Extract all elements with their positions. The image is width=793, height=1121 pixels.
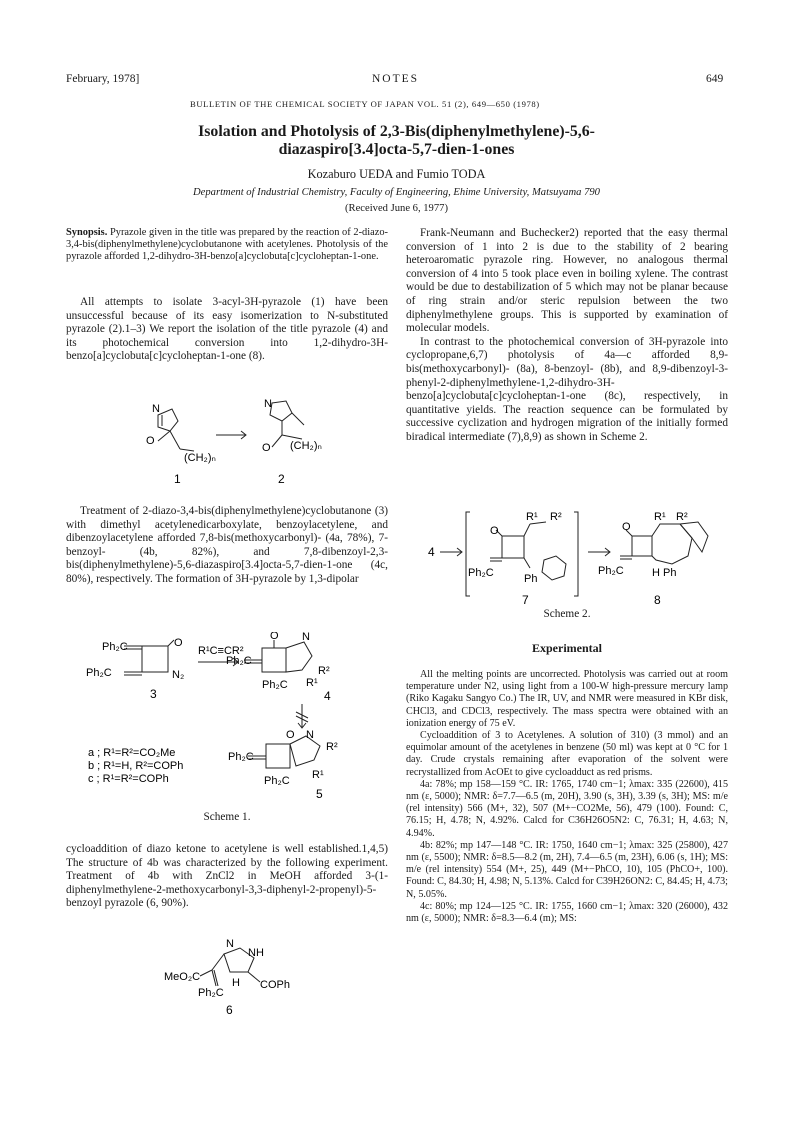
scheme-1-caption: Scheme 1. <box>203 811 251 823</box>
treatment-paragraph <box>66 505 388 587</box>
s7-r2: R² <box>550 511 562 523</box>
s3-ph2c-top: Ph₂C <box>102 641 128 653</box>
synopsis-text: Pyrazole given in the title was prepared by the reaction of 2-diazo-3,4-bis(diphenylmethylene)cyclobutanone with acetylenes. Photolysis of the pyrazole afforded 1,2-dihydro-3H-benzo[a]cyclobuta[c]cycloheptan-1-one. <box>66 227 388 263</box>
s6-label: 6 <box>226 1003 233 1017</box>
authors: Kozaburo UEDA and Fumio TODA <box>307 167 486 181</box>
reagent-label: R¹C≡CR² <box>198 645 244 657</box>
s5-ph2c-left: Ph₂C <box>228 751 254 763</box>
paragraph-1: All attempts to isolate 3-acyl-3H-pyrazole (1) have been unsuccessful because of its easy isomerization to N-substituted pyrazole (2).1–3) We report the isolation of the title pyrazole (4) and its photochemical conversion into 1,2-dihydro-3H-benzo[a]cyclobuta[c]cycloheptan-1-one (8). <box>66 296 388 363</box>
s7-o-label: O <box>490 525 499 537</box>
scheme1-down-arrow <box>296 704 308 728</box>
legend-a: a ; R¹=R²=CO₂Me <box>88 747 176 759</box>
reaction-arrow <box>216 431 246 439</box>
experimental-heading: Experimental <box>532 641 602 655</box>
scheme2-arrow-2 <box>588 548 610 556</box>
s4-n-label: N <box>302 632 310 643</box>
synopsis <box>66 227 388 264</box>
exp-paragraph-2: Cycloaddition of 3 to Acetylenes. A solution of 310) (3 mmol) and an equimolar amount of the acetylenes in benzene (50 ml) was kept at 0 °C for 1 day. Crude crystals remaining after evaporation of the solvent were recrystallized from AcOEt to give cycloadduct as red prisms. <box>406 730 728 778</box>
s6-h-label: H <box>232 977 240 989</box>
page-number: 649 <box>706 73 724 85</box>
experimental-section <box>406 669 728 925</box>
discussion-paragraphs <box>406 227 728 445</box>
paragraph-3: cycloaddition of diazo ketone to acetylene is well established.1,4,5) The structure of 4b was characterized by the following experiment. Treatment of 4b with ZnCl2 in MeOH afforded 3-(1-diphenylmethylene-2-methoxycarbonyl-3,3-diphenyl-2-propenyl)-5-benzoyl pyrazole (6, 90%). <box>66 843 388 910</box>
s5-label: 5 <box>316 787 323 801</box>
structure-7 <box>490 522 566 580</box>
structure-8 <box>620 522 708 564</box>
exp-paragraph-1: All the melting points are uncorrected. Photolysis was carried out at room temperature under N2, using light from a 100-W high-pressure mercury lamp (Riko Kagaku Sangyo Co.) The IR, UV, and NMR were measured in KBr disk, CHCl3, and CDCl3, respectively. The mass spectra were obtained with an ionization energy of 75 eV. <box>406 669 728 729</box>
exp-4c: 4c: 80%; mp 124—125 °C. IR: 1755, 1660 cm−1; λmax: 320 (26000), 432 nm (ε, 5000); NMR: δ=8.3—6.4 (m); MS: <box>406 900 728 925</box>
structure-6 <box>160 938 340 1018</box>
s8-o-label: O <box>622 521 631 533</box>
exp-4b: 4b: 82%; mp 147—148 °C. IR: 1750, 1640 cm−1; λmax: 325 (25800), 427 nm (ε, 5500); NMR: δ=8.5—8.2 (m, 2H), 7.4—6.5 (m, 23H), 6.06 (s, 1H); MS: m/e (rel intensity) 554 (M+, 25), 449 (M+−PhCO, 10), 105 (PhCO+, 100). Found: C, 84.30; H, 4.98; N, 5.13%. Calcd for C39H26ON2: C, 84.45; H, 4.73; N, 5.05%. <box>406 839 728 900</box>
s7-r1: R¹ <box>526 511 538 523</box>
s1-n-label: N <box>152 403 160 415</box>
right-paragraph-1: Frank-Neumann and Buchecker2) reported that the easy thermal conversion of 1 into 2 is due to the stability of 2 bearing heteroaromatic pyrazole ring. However, no analogous thermal conversion of 4 into 5 took place even in boiling xylene. The contrast would be due to destabilization of 5 which may not be planar because of ring strain and/or steric repulsion between the two diphenylmethylene groups. This is supported by examination of molecular models. <box>406 227 728 335</box>
structure-1 <box>158 409 194 451</box>
s2-ch2n-label: (CH₂)ₙ <box>290 440 322 452</box>
right-paragraph-2: In contrast to the photochemical conversion of 3H-pyrazole into cyclopropane,6,7) photolysis of 4a—c afforded 8,9-bis(methoxycarbonyl)- (8a), 8-benzoyl- (8b), and 8,9-dibenzoyl-3-phenyl-2-diphenylmethylene-1,2-dihydro-3H-benzo[a]cyclobuta[c]cycloheptan-1-one (8c), respectively, in quantitative yields. The reaction sequence can be formulated by successive cyclization and hydrogen migration of the initially formed biradical intermediate (7),8,9) as shown in Scheme 2. <box>406 335 728 443</box>
structure-3 <box>124 640 174 675</box>
title-line-1: Isolation and Photolysis of 2,3-Bis(diphenylmethylene)-5,6- <box>198 123 595 140</box>
s5-ph2c-bottom: Ph₂C <box>264 775 290 787</box>
structure-paragraph <box>66 843 388 911</box>
paragraph-2: Treatment of 2-diazo-3,4-bis(diphenylmethylene)cyclobutanone (3) with dimethyl acetylenedicarboxylate, benzoylacetylene, and dibenzoylacetylene afforded 7,8-bis(methoxycarbonyl)- (4a, 78%), 7-benzoyl- (4b, 82%), and 7,8-dibenzoyl-2,3-bis(diphenylmethylene)-5,6-diazaspiro[3.4]octa-5,7-dien-1-one (4c, 80%), respectively. The formation of 3H-pyrazole by 1,3-dipolar <box>66 505 388 585</box>
scheme-1 <box>66 632 388 807</box>
s8-h-ph: H Ph <box>652 567 677 579</box>
s8-label: 8 <box>654 593 661 607</box>
received-date: (Received June 6, 1977) <box>345 203 448 214</box>
s1-o-label: O <box>146 435 155 447</box>
structures-1-and-2 <box>140 395 340 487</box>
scheme2-arrow-1 <box>440 548 462 556</box>
s5-n-label: N <box>306 729 314 741</box>
article-title <box>60 123 733 159</box>
s1-label: 1 <box>174 472 181 486</box>
title-line-2: diazaspiro[3.4]octa-5,7-dien-1-ones <box>278 141 515 158</box>
affiliation: Department of Industrial Chemistry, Faculty of Engineering, Ehime University, Matsuyama 790 <box>193 187 600 198</box>
s6-ph2c-label: Ph₂C <box>198 987 224 999</box>
scheme2-start: 4 <box>428 545 435 559</box>
s4-r2: R² <box>318 665 330 677</box>
s6-nh-label: NH <box>248 947 264 959</box>
s8-r2: R² <box>676 511 688 523</box>
exp-4a: 4a: 78%; mp 158—159 °C. IR: 1765, 1740 cm−1; λmax: 335 (22600), 415 nm (ε, 5000); NMR: δ=7.7—6.5 (m, 20H), 3.90 (s, 3H), 3.39 (s, 3H); MS: m/e (rel intensity) 566 (M+, 32), 507 (M+−CO2Me, 56), 479 (100). Found: C, 76.15; H, 4.78; N, 4.92%. Calcd for C36H26O5N2: C, 76.31; H, 4.63; N, 4.94%. <box>406 778 728 839</box>
s3-n2-label: N₂ <box>172 669 185 681</box>
scheme-2 <box>406 506 728 608</box>
s8-r1: R¹ <box>654 511 666 523</box>
s4-ph2c-bottom: Ph₂C <box>262 679 288 691</box>
scheme-2-caption: Scheme 2. <box>543 608 591 620</box>
s6-coph-label: COPh <box>260 979 290 991</box>
s6-n-label: N <box>226 938 234 950</box>
s7-label: 7 <box>522 593 529 607</box>
s2-n-label: N <box>264 398 272 410</box>
s1-ch2n-label: (CH₂)ₙ <box>184 452 216 464</box>
s6-meo2c-label: MeO₂C <box>164 971 201 983</box>
s5-r2: R² <box>326 741 338 753</box>
synopsis-label: Synopsis. <box>66 227 108 238</box>
s7-ph: Ph <box>524 573 538 585</box>
intermediate-brackets <box>466 512 578 596</box>
s4-ph2c-left: Ph₂C <box>226 655 252 667</box>
s8-ph2c: Ph₂C <box>598 565 624 577</box>
s4-label: 4 <box>324 689 331 703</box>
s2-label: 2 <box>278 472 285 486</box>
header-section: NOTES <box>372 73 420 85</box>
s5-r1: R¹ <box>312 769 324 781</box>
structure-4 <box>244 640 312 672</box>
s3-o-label: O <box>174 637 183 649</box>
s2-o-label: O <box>262 442 271 454</box>
intro-paragraph <box>66 296 388 364</box>
s3-label: 3 <box>150 687 157 701</box>
journal-citation: BULLETIN OF THE CHEMICAL SOCIETY OF JAPAN VOL. 51 (2), 649—650 (1978) <box>190 99 540 109</box>
s5-o-label: O <box>286 729 295 741</box>
s7-ph2c: Ph₂C <box>468 567 494 579</box>
legend-c: c ; R¹=R²=COPh <box>88 773 169 785</box>
s4-o-label: O <box>270 632 279 642</box>
legend-b: b ; R¹=H, R²=COPh <box>88 760 184 772</box>
s4-r1: R¹ <box>306 677 318 689</box>
s3-ph2c-bottom: Ph₂C <box>86 667 112 679</box>
header-date: February, 1978] <box>66 73 140 85</box>
